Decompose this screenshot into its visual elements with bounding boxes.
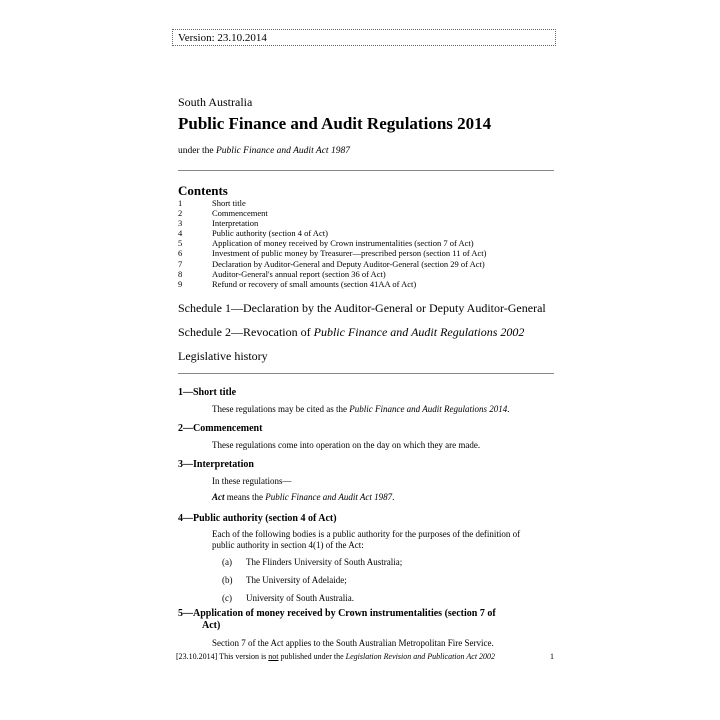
under-prefix: under the [178, 146, 216, 156]
section-5-text: Section 7 of the Act applies to the South Australian Metropolitan Fire Service. [212, 638, 494, 648]
toc-schedule-2[interactable] [178, 325, 524, 340]
defined-term: Act [212, 492, 225, 502]
list-item [222, 593, 402, 603]
toc-label: Commencement [212, 208, 268, 219]
list-text: University of South Australia. [246, 593, 354, 603]
toc-number: 8 [178, 268, 183, 279]
def-end: . [392, 492, 395, 502]
under-act: Public Finance and Audit Act 1987 [216, 146, 350, 156]
s4-line-1: Each of the following bodies is a public authority for the purposes of the definition of [212, 529, 521, 539]
section-5-heading [178, 608, 496, 632]
contents-heading: Contents [178, 183, 228, 198]
list-text: The Flinders University of South Australia; [246, 557, 403, 567]
toc-number: 9 [178, 278, 183, 289]
toc-item[interactable] [178, 279, 486, 289]
toc-schedule-1[interactable]: Schedule 1—Declaration by the Auditor-General or Deputy Auditor-General [178, 301, 546, 315]
s5-heading-line-1: 5—Application of money received by Crown instrumentalities (section 7 of [178, 608, 496, 619]
list-item [222, 575, 402, 585]
version-box [172, 29, 556, 46]
section-3-intro: In these regulations— [212, 476, 292, 486]
footer-note [176, 652, 495, 661]
section-2-text: These regulations come into operation on the day on which they are made. [212, 440, 481, 450]
list-label: (b) [222, 575, 233, 585]
toc-label: Investment of public money by Treasurer—prescribed person (section 11 of Act) [212, 248, 487, 259]
section-3-heading: 3—Interpretation [178, 459, 254, 470]
list-label: (a) [222, 557, 232, 567]
toc-label: Public authority (section 4 of Act) [212, 228, 328, 239]
def-mid: means the [224, 492, 266, 502]
section-3-definition [212, 492, 394, 502]
s4-line-2: public authority in section 4(1) of the Act: [212, 540, 364, 550]
schedule-2-prefix: Schedule 2—Revocation of [178, 325, 314, 339]
divider-contents [178, 373, 554, 374]
schedule-2-title: Public Finance and Audit Regulations 2002 [313, 325, 525, 339]
footer-act: Legislation Revision and Publication Act 2002 [345, 652, 496, 661]
toc-item[interactable] [178, 248, 486, 258]
table-of-contents [178, 198, 486, 289]
section-4-list [222, 557, 402, 603]
toc-label: Short title [212, 198, 246, 208]
toc-number: 7 [178, 258, 183, 269]
page-title: Public Finance and Audit Regulations 2014 [178, 114, 492, 133]
enabling-act-line [178, 146, 350, 156]
toc-label: Declaration by Auditor-General and Deputy Auditor-General (section 29 of Act) [212, 258, 485, 269]
toc-number: 6 [178, 248, 183, 259]
version-label: Version: 23.10.2014 [178, 32, 267, 44]
toc-number: 2 [178, 208, 183, 219]
toc-label: Auditor-General's annual report (section 36 of Act) [212, 268, 386, 279]
toc-legislative-history[interactable]: Legislative history [178, 349, 268, 363]
toc-number: 5 [178, 238, 183, 249]
toc-item[interactable] [178, 218, 486, 228]
s1-suffix: . [507, 404, 510, 414]
section-1-text [212, 404, 510, 414]
section-4-heading: 4—Public authority (section 4 of Act) [178, 513, 337, 524]
toc-item[interactable] [178, 228, 486, 238]
toc-item[interactable] [178, 269, 486, 279]
list-item [222, 557, 402, 567]
s5-heading-line-2: Act) [202, 620, 221, 631]
s1-prefix: These regulations may be cited as the [212, 404, 350, 414]
section-4-text [212, 529, 520, 551]
toc-item[interactable] [178, 259, 486, 269]
toc-number: 4 [178, 228, 183, 239]
page-footer [176, 652, 554, 661]
footer-mid: published under the [278, 652, 346, 661]
list-label: (c) [222, 593, 232, 603]
s1-citation: Public Finance and Audit Regulations 2014 [349, 404, 508, 414]
footer-prefix: [23.10.2014] This version is [176, 652, 269, 661]
toc-label: Application of money received by Crown instrumentalities (section 7 of Act) [212, 238, 474, 249]
toc-item[interactable] [178, 238, 486, 248]
list-text: The University of Adelaide; [246, 575, 347, 585]
toc-label: Refund or recovery of small amounts (section 41AA of Act) [212, 278, 417, 289]
section-1-heading: 1—Short title [178, 387, 237, 398]
toc-number: 1 [178, 198, 183, 208]
jurisdiction: South Australia [178, 95, 253, 109]
toc-label: Interpretation [212, 218, 259, 229]
toc-number: 3 [178, 218, 183, 229]
page-number: 1 [550, 652, 554, 661]
toc-item[interactable] [178, 198, 486, 208]
footer-not: not [268, 652, 279, 661]
toc-item[interactable] [178, 208, 486, 218]
section-2-heading: 2—Commencement [178, 423, 263, 434]
def-act: Public Finance and Audit Act 1987 [265, 492, 393, 502]
divider-top [178, 170, 554, 171]
